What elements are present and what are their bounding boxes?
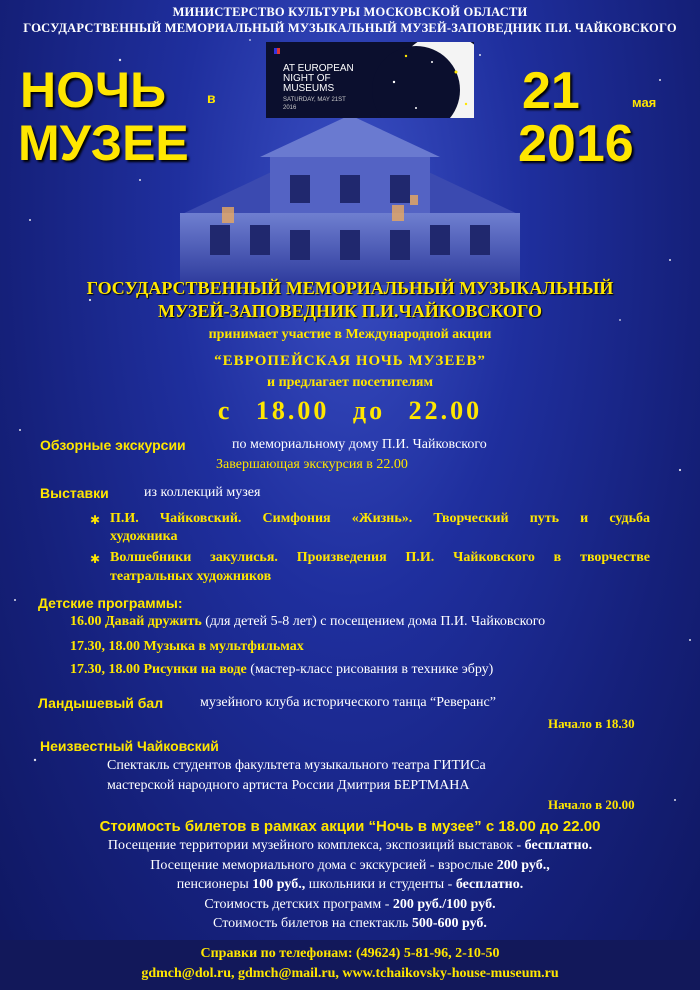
kids-item-1 — [70, 614, 545, 630]
star-bullet-icon: ✱ — [90, 513, 101, 527]
intro-line4: “ЕВРОПЕЙСКАЯ НОЧЬ МУЗЕЕВ” — [214, 353, 486, 369]
intro-line2: МУЗЕЙ-ЗАПОВЕДНИК П.И.ЧАЙКОВСКОГО — [158, 301, 542, 321]
museum-header: ГОСУДАРСТВЕННЫЙ МЕМОРИАЛЬНЫЙ МУЗЫКАЛЬНЫЙ МУЗЕЙ-ЗАПОВЕДНИК П.И. ЧАЙКОВСКОГО — [23, 21, 677, 35]
price5-text: Стоимость билетов на спектакль — [213, 916, 412, 931]
price-line-2 — [0, 858, 700, 874]
star-bullet-icon: ✱ — [90, 552, 101, 566]
prices-title: Стоимость билетов в рамках акции “Ночь в музее” с 18.00 до 22.00 — [99, 818, 601, 835]
kids2-title: Музыка в мультфильмах — [143, 639, 304, 654]
exhibit2-line2: театральных художников — [110, 569, 272, 584]
price4-value: 200 руб./100 руб. — [392, 897, 496, 912]
kids-item-2 — [70, 639, 304, 655]
date-month: мая — [632, 95, 657, 110]
kids1-text: (для детей 5-8 лет) с посещением дома П.И. Чайковского — [205, 614, 546, 629]
kids3-title: Рисунки на воде — [143, 662, 247, 677]
unknown-label: Неизвестный Чайковский — [40, 738, 219, 754]
kids3-text: (мастер-класс рисования в технике эбру) — [250, 662, 494, 677]
exhibit1-line2: художника — [110, 529, 178, 544]
kids1-time: 16.00 — [70, 614, 102, 629]
intro-line1: ГОСУДАРСТВЕННЫЙ МЕМОРИАЛЬНЫЙ МУЗЫКАЛЬНЫЙ — [86, 278, 614, 298]
museum-house-illustration — [140, 95, 560, 285]
price1-text: Посещение территории музейного комплекса, экспозиций выставок - — [107, 838, 525, 853]
kids3-time: 17.30, 18.00 — [70, 662, 140, 677]
european-night-logo — [266, 42, 474, 118]
tours-note: Завершающая экскурсия в 22.00 — [216, 457, 408, 472]
intro-line5: и предлагает посетителям — [267, 375, 433, 390]
date-day: 21 — [522, 62, 580, 120]
unknown-text1: Спектакль студентов факультета музыкального театра ГИТИСа — [107, 758, 486, 773]
footer-contacts[interactable]: gdmch@dol.ru, gdmch@mail.ru, www.tchaikovsky-house-museum.ru — [141, 966, 559, 981]
title-noch: НОЧЬ — [20, 62, 167, 118]
price1-value: бесплатно. — [524, 838, 593, 853]
exhibits-text: из коллекций музея — [144, 485, 261, 500]
ball-text: музейного клуба исторического танца “Реверанс” — [200, 695, 496, 710]
price-line-4 — [0, 897, 700, 913]
logo-line5: 2016 — [283, 105, 297, 111]
price3-value2: бесплатно. — [455, 877, 524, 892]
logo-line3: MUSEUMS — [283, 83, 335, 94]
price3-text2: школьники и студенты - — [305, 877, 456, 892]
price-line-3 — [0, 877, 700, 893]
kids-item-3 — [70, 662, 493, 678]
kids2-time: 17.30, 18.00 — [70, 639, 140, 654]
price5-value: 500-600 руб. — [411, 916, 487, 931]
price3-value: 100 руб., — [252, 877, 306, 892]
ministry-header: МИНИСТЕРСТВО КУЛЬТУРЫ МОСКОВСКОЙ ОБЛАСТИ — [172, 5, 528, 19]
title-muzee: МУЗЕЕ — [18, 115, 189, 171]
price-line-1 — [0, 838, 700, 854]
price3-text: пенсионеры — [176, 877, 253, 892]
intro-time: с 18.00 до 22.00 — [217, 396, 483, 425]
date-year: 2016 — [518, 115, 634, 173]
tours-label: Обзорные экскурсии — [40, 437, 186, 453]
logo-line1: AT EUROPEAN — [283, 63, 354, 74]
price-line-5 — [0, 916, 700, 932]
unknown-start: Начало в 20.00 — [548, 797, 635, 812]
exhibit1-line1: П.И. Чайковский. Симфония «Жизнь». Творческий путь и судьба — [110, 511, 650, 526]
price4-text: Стоимость детских программ - — [204, 897, 393, 912]
unknown-text2: мастерской народного артиста России Дмитрия БЕРТМАНА — [107, 778, 470, 793]
exhibit2-line1: Волшебники закулисья. Произведения П.И. Чайковского в творчестве — [110, 550, 650, 565]
exhibits-label: Выставки — [40, 485, 109, 501]
title-v: в — [207, 90, 216, 106]
price2-text: Посещение мемориального дома с экскурсией - взрослые — [150, 858, 497, 873]
intro-line3: принимает участие в Международной акции — [208, 327, 492, 342]
tours-text: по мемориальному дому П.И. Чайковского — [232, 437, 487, 452]
logo-line2: NIGHT OF — [283, 73, 331, 84]
ball-start: Начало в 18.30 — [548, 716, 635, 731]
footer-phones: Справки по телефонам: (49624) 5-81-96, 2-10-50 — [200, 946, 500, 961]
kids-label: Детские программы: — [38, 595, 183, 611]
kids1-title: Давай дружить — [105, 614, 202, 629]
logo-line4: SATURDAY, MAY 21ST — [283, 97, 346, 103]
price2-value: 200 руб., — [496, 858, 550, 873]
ball-label: Ландышевый бал — [38, 695, 164, 711]
